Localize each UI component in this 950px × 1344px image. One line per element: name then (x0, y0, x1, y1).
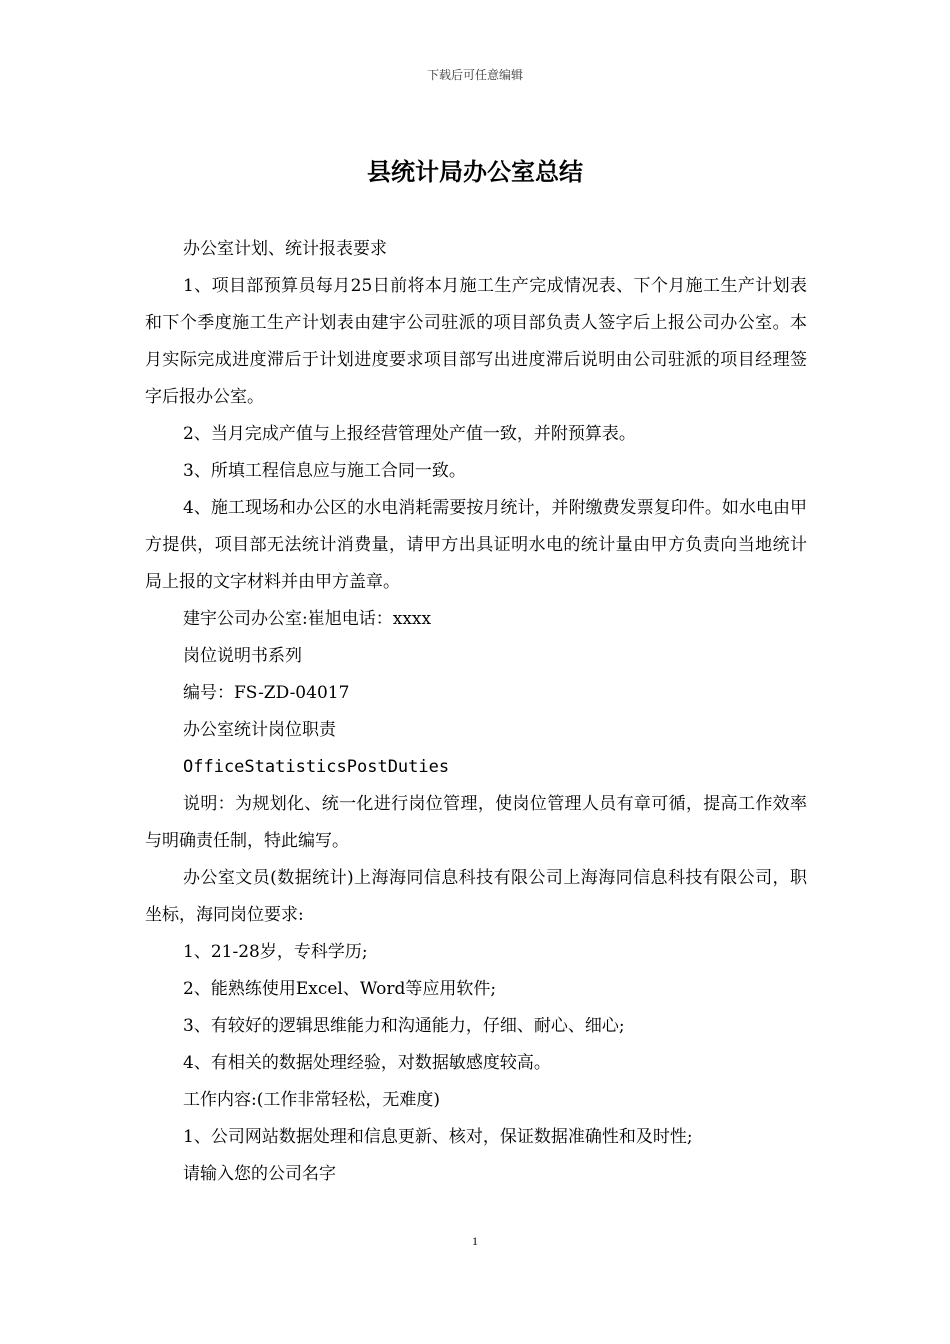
paragraph-requirement-1: 1、21-28岁，专科学历; (183, 942, 368, 962)
paragraph-english-title: OfficeStatisticsPostDuties (183, 757, 450, 777)
paragraph-requirement-3: 3、有较好的逻辑思维能力和沟通能力，仔细、耐心、细心; (183, 1016, 625, 1036)
document-title: 县统计局办公室总结 (367, 158, 583, 186)
paragraph-work-content: 工作内容:(工作非常轻松，无难度) (183, 1090, 440, 1110)
document-body (145, 231, 807, 1193)
paragraph-duties-heading: 办公室统计岗位职责 (183, 720, 336, 740)
paragraph-description: 说明：为规划化、统一化进行岗位管理，使岗位管理人员有章可循，提高工作效率与明确责任制，特此编写。 (145, 794, 807, 851)
paragraph-contact: 建宇公司办公室:崔旭电话：xxxx (183, 609, 432, 629)
paragraph-item-1: 1、项目部预算员每月25日前将本月施工生产完成情况表、下个月施工生产计划表和下个季度施工生产计划表由建宇公司驻派的项目部负责人签字后上报公司办公室。本月实际完成进度滞后于计划进度要求项目部写出进度滞后说明由公司驻派的项目经理签字后报办公室。 (145, 276, 807, 407)
paragraph-doc-number: 编号：FS-ZD-04017 (183, 683, 350, 703)
header-note: 下载后可任意编辑 (426, 68, 523, 82)
paragraph-requirement-2: 2、能熟练使用Excel、Word等应用软件; (183, 979, 497, 999)
paragraph-item-3: 3、所填工程信息应与施工合同一致。 (183, 461, 466, 481)
paragraph-item-2: 2、当月完成产值与上报经营管理处产值一致，并附预算表。 (183, 424, 636, 444)
paragraph-work-item-1: 1、公司网站数据处理和信息更新、核对，保证数据准确性和及时性; (183, 1127, 693, 1147)
paragraph-section-heading: 办公室计划、统计报表要求 (183, 239, 387, 259)
paragraph-item-4: 4、施工现场和办公区的水电消耗需要按月统计，并附缴费发票复印件。如水电由甲方提供，项目部无法统计消费量，请甲方出具证明水电的统计量由甲方负责向当地统计局上报的文字材料并由甲方盖章。 (145, 498, 807, 592)
paragraph-job-posting: 办公室文员(数据统计)上海海同信息科技有限公司上海海同信息科技有限公司，职坐标，海同岗位要求: (145, 868, 807, 925)
paragraph-series: 岗位说明书系列 (183, 646, 302, 666)
paragraph-company-name: 请输入您的公司名字 (183, 1164, 336, 1184)
page-number: 1 (472, 1234, 478, 1248)
paragraph-requirement-4: 4、有相关的数据处理经验，对数据敏感度较高。 (183, 1053, 551, 1073)
